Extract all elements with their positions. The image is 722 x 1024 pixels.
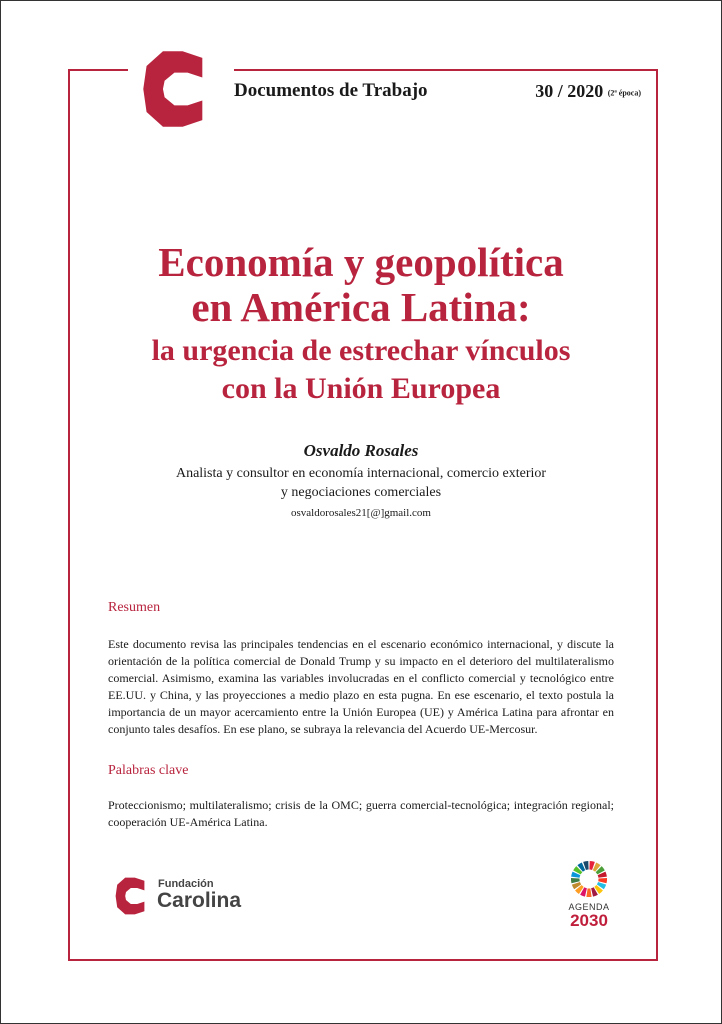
title-line-2: en América Latina: bbox=[191, 284, 531, 330]
sdg-color-wheel-icon bbox=[570, 860, 608, 898]
document-title bbox=[70, 240, 652, 406]
agenda-year: 2030 bbox=[570, 911, 608, 930]
keywords-text: Proteccionismo; multilateralismo; crisis de la OMC; guerra comercial-tecnológica; integración regional; cooperación UE-América Latina. bbox=[108, 798, 614, 829]
agenda-label: AGENDA bbox=[568, 902, 610, 912]
author-role-line-1: Analista y consultor en economía internacional, comercio exterior bbox=[175, 466, 547, 481]
fc-logo-small-text: Fundación bbox=[158, 878, 214, 890]
issue-number bbox=[535, 81, 641, 102]
sdg-wheel-segment bbox=[586, 888, 591, 897]
author-role-line-2: y negociaciones comerciales bbox=[280, 485, 442, 500]
fundacion-carolina-c-icon bbox=[114, 876, 154, 916]
series-title: Documentos de Trabajo bbox=[234, 80, 428, 101]
subtitle-line-1: la urgencia de estrechar vínculos bbox=[151, 334, 571, 367]
abstract-text: Este documento revisa las principales tendencias en el escenario económico internacional, y discute la orientación de la política comercial de Donald Trump y su impacto en el deterioro del multilateralismo comercial. Asimismo, examina las variables involucradas en el conflicto comercial y tecnológico entre EE.UU. y China, y las proyecciones a medio plazo en esta pugna. En ese escenario, el texto postula la importancia de un mayor acercamiento entre la Unión Europea (UE) y América Latina para afrontar en conjunto tales desafíos. En ese plano, se subraya la relevancia del Acuerdo UE-Mercosur. bbox=[108, 637, 614, 736]
title-line-1: Economía y geopolítica bbox=[158, 239, 564, 285]
abstract-heading: Resumen bbox=[108, 600, 161, 615]
fundacion-carolina-c-logo bbox=[140, 48, 222, 130]
fundacion-carolina-logo bbox=[114, 876, 264, 922]
author-block bbox=[70, 440, 652, 521]
agenda-2030-logo bbox=[560, 860, 618, 932]
sdg-wheel-segment bbox=[571, 878, 580, 883]
subtitle-line-2: con la Unión Europea bbox=[221, 372, 501, 405]
fc-logo-big-text: Carolina bbox=[157, 889, 242, 912]
sdg-wheel-segment bbox=[598, 878, 607, 883]
issue-number-text: 30 / 2020 bbox=[535, 81, 604, 101]
author-name: Osvaldo Rosales bbox=[303, 441, 419, 460]
keywords-heading: Palabras clave bbox=[108, 763, 189, 778]
author-email[interactable]: osvaldorosales21[@]gmail.com bbox=[291, 507, 431, 519]
issue-epoch: (2ª época) bbox=[607, 88, 641, 98]
